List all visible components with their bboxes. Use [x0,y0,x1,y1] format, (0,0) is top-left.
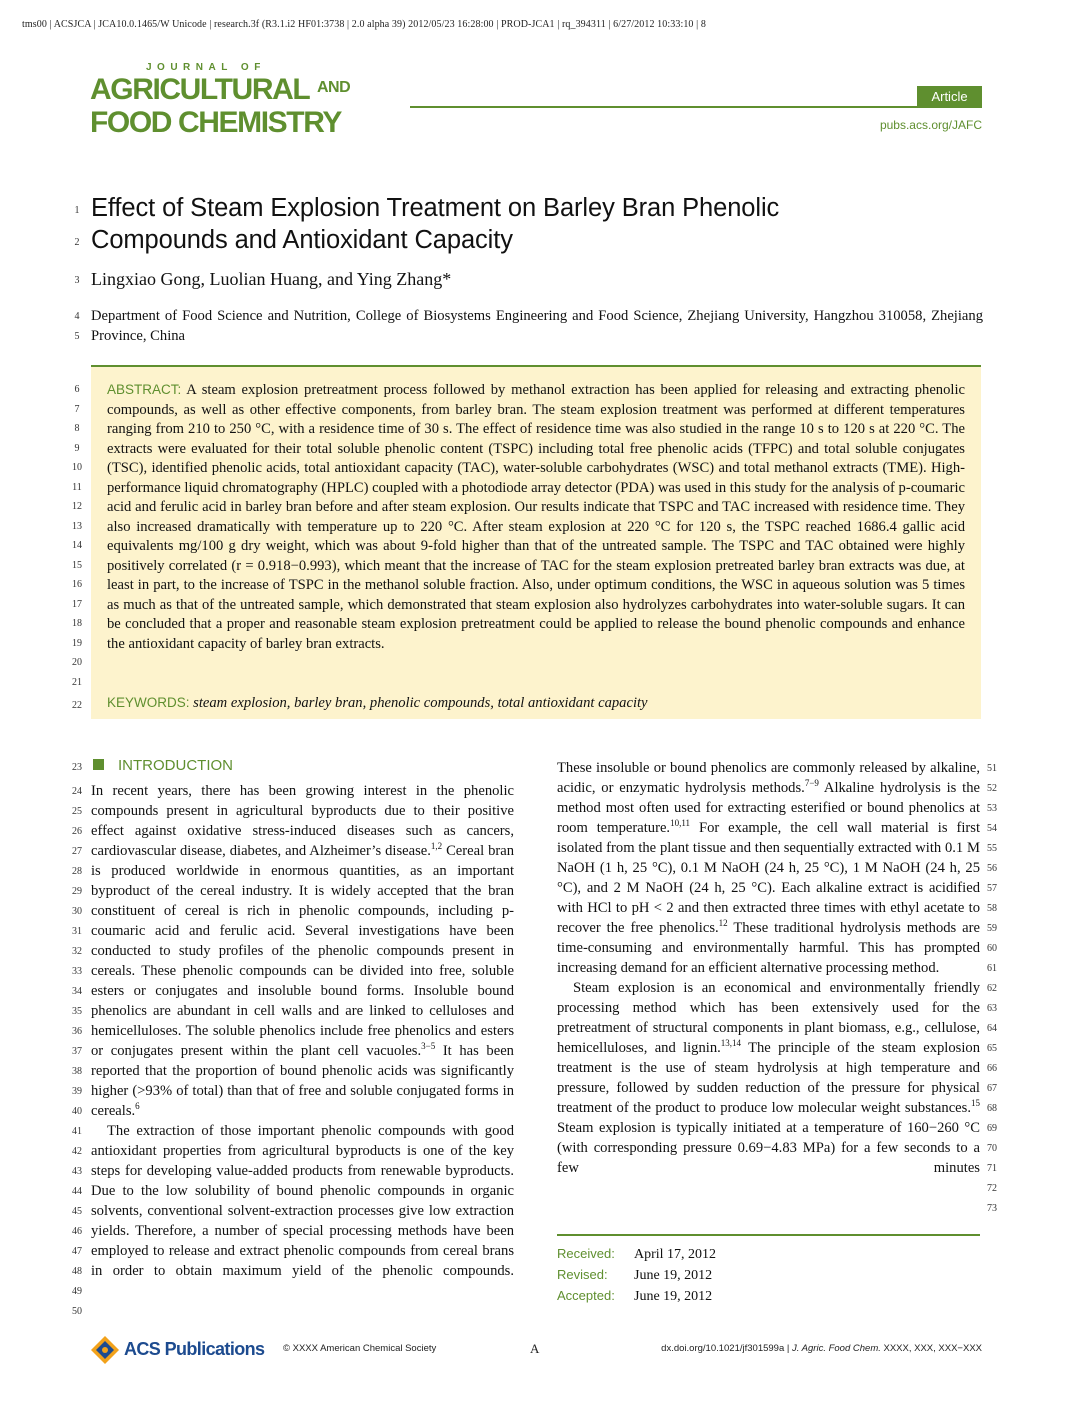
date-label: Accepted: [557,1288,615,1303]
intro-left-column [91,781,514,1281]
journal-abbrev: J. Agric. Food Chem. [792,1343,881,1354]
page-number: A [530,1341,540,1356]
text-run: For example, the cell wall material is first isolated from the plant tissue and then sequentially extracted with 0.1 M NaOH (1 h, 25 °C), 0.1 M NaOH (24 h, 25 °C), 1 M NaOH (24 h, 25 °C), and 2 M NaOH (24 h, 25 °C). Each alkaline extract is acidified with HCl to pH < 2 and then extracted three times with ethyl acetate to recover the free phenolics. [557,820,980,936]
line-number: 48 [72,1266,82,1277]
text-run: These insoluble or bound phenolics are commonly released by alkaline, acidic, or enzymatic hydrolysis methods. [557,760,980,796]
text-run: Steam explosion is an economical and environmentally friendly processing method which has been extensively used for the pretreatment of structural components in plant biomass, e.g., cellulose, hemicelluloses, and lignin. [557,980,980,1056]
section-square-icon [93,759,104,770]
line-number: 34 [72,986,82,997]
line-number: 2 [74,237,80,248]
article-title [91,193,991,256]
line-number: 33 [72,966,82,977]
line-number: 40 [72,1106,82,1117]
line-number: 22 [72,700,82,711]
date-revised [557,1265,980,1286]
header-rule [410,106,982,108]
line-number: 5 [74,331,80,342]
production-meta-line: tms00 | ACSJCA | JCA10.0.1465/W Unicode | research.3f (R3.1.i2 HF01:3738 | 2.0 alpha 39) 2012/05/23 16:28:00 | PROD-JCA1 | rq_394311 | 6/27/2012 10:33:10 | 8 [22,19,706,30]
text-run: In recent years, there has been growing interest in the phenolic compounds present in agricultural byproducts due to their positive effect against oxidative stress-induced diseases such as cancers, cardiovascular disease, diabetes, and Alzheimer’s disease. [91,783,514,859]
line-number: 59 [987,923,997,934]
citation-link[interactable]: 15 [971,1098,980,1109]
line-number: 10 [72,462,82,473]
journal-name-and: AND [317,79,351,96]
line-number: 27 [72,846,82,857]
line-number: 58 [987,903,997,914]
citation-link[interactable]: 10,11 [670,818,691,829]
line-number: 73 [987,1203,997,1214]
line-number: 63 [987,1003,997,1014]
keywords [107,695,648,712]
section-heading-introduction [93,757,233,774]
line-number: 42 [72,1146,82,1157]
author-list: Lingxiao Gong, Luolian Huang, and Ying Zhang* [91,269,452,289]
doi-prefix: dx.doi.org/10.1021/jf301599a | [661,1343,792,1354]
line-number: 14 [72,540,82,551]
journal-of-label: JOURNAL OF [146,62,266,73]
date-label: Revised: [557,1267,608,1282]
line-number: 69 [987,1123,997,1134]
line-number: 60 [987,943,997,954]
date-label: Received: [557,1246,615,1261]
line-number: 36 [72,1026,82,1037]
line-number: 71 [987,1163,997,1174]
line-number: 6 [74,384,80,395]
line-number: 62 [987,983,997,994]
line-number: 41 [72,1126,82,1137]
line-number: 56 [987,863,997,874]
abstract-label: ABSTRACT: [107,382,182,397]
publisher-name: ACS Publications [124,1339,265,1359]
line-number: 35 [72,1006,82,1017]
line-number: 7 [74,403,80,415]
history-dates [557,1234,980,1307]
article-type-badge: Article [917,86,982,108]
line-number: 26 [72,826,82,837]
line-number: 23 [72,762,82,773]
section-heading-text: INTRODUCTION [118,757,233,774]
keywords-label: KEYWORDS: [107,695,190,710]
line-number: 70 [987,1143,997,1154]
doi-suffix: XXXX, XXX, XXX−XXX [880,1343,982,1354]
line-number: 31 [72,926,82,937]
abstract [107,380,965,654]
line-number: 25 [72,806,82,817]
line-number: 38 [72,1066,82,1077]
line-number: 43 [72,1166,82,1177]
line-number: 30 [72,906,82,917]
date-value: June 19, 2012 [634,1289,713,1304]
line-number: 54 [987,823,997,834]
line-number: 61 [987,963,997,974]
line-number: 3 [74,275,80,286]
title-line: Compounds and Antioxidant Capacity [91,225,513,254]
copyright-notice: © XXXX American Chemical Society [283,1343,437,1354]
date-value: April 17, 2012 [634,1247,717,1262]
line-number: 45 [72,1206,82,1217]
citation-link[interactable]: 12 [718,918,728,929]
citation-link[interactable]: 6 [135,1101,140,1112]
line-number: 11 [72,481,82,493]
line-number: 39 [72,1086,82,1097]
line-number: 17 [72,598,82,610]
affiliation: Department of Food Science and Nutrition, College of Biosystems Engineering and Food Science, Zhejiang University, Hangzhou 310058, Zhejiang Province, China [91,308,983,344]
line-number: 9 [74,442,80,454]
line-number: 1 [74,205,80,216]
line-number: 29 [72,886,82,897]
date-value: June 19, 2012 [634,1268,713,1283]
line-number: 53 [987,803,997,814]
line-number: 49 [72,1286,82,1297]
line-number: 20 [72,657,82,668]
citation-link[interactable]: 1,2 [430,841,443,852]
journal-name-line1: AGRICULTURAL [90,73,310,106]
line-number: 44 [72,1186,82,1197]
paragraph [557,978,980,1178]
line-number: 21 [72,676,82,688]
abstract-body: A steam explosion pretreatment process followed by methanol extraction has been applied for releasing and extracting phenolic compounds, as well as other effective components, from barley bran. The steam explosion treatment was performed at different temperatures ranging from 210 to 250 °C, with a residence time of 30 s. The effect of residence time was also studied in the range 10 s to 120 s at 220 °C. The extracts were evaluated for their total soluble phenolic content (TSPC) including total free phenolic acids (TFPC) and total soluble conjugates (TSC), identified phenolic acids, total antioxidant capacity (TAC), water-soluble carbohydrates (WSC) and total methanol extracts (TME). High-performance liquid chromatography (HPLC) coupled with a photodiode array detector (PDA) was used in this study for the analysis of p-coumaric acid and ferulic acid in barley bran before and after steam explosion. Our results indicate that TSPC and TAC increased with residence time. They also increased dramatically with temperature up to 220 °C. After steam explosion at 220 °C for 120 s, the TSPC reached 1686.4 gallic acid equivalents mg/100 g dry weight, which was about 9-fold higher than that of the untreated sample. The TSPC and TAC obtained were highly positively correlated (r = 0.918−0.993), which meant that the increase of TAC for the steam explosion pretreated barley bran extracts was due, at least in part, to the increase of TSPC in the methanol soluble fraction. Also, under optimum conditions, the WSC in aqueous solution was 5 times as much as that of the untreated sample, which demonstrated that steam explosion also hydrolyzes carbohydrates into water-soluble sugars. It can be concluded that a proper and reasonable steam explosion pretreatment could be applied to release the bound phenolic compounds and enhance the antioxidant capacity of barley bran extracts. [107,382,965,652]
line-number: 67 [987,1083,997,1094]
line-number: 55 [987,843,997,854]
line-number: 18 [72,618,82,629]
doi-citation[interactable] [620,1343,982,1354]
line-number: 65 [987,1043,997,1054]
line-number: 47 [72,1246,82,1257]
intro-right-column [557,758,980,1178]
line-number: 19 [72,637,82,649]
line-number: 64 [987,1023,997,1034]
line-number: 32 [72,946,82,957]
acs-logo-icon [90,1335,120,1365]
text-run: It has been reported that the proportion of bound phenolic acids was significantly higher (>93% of total) than that of free and soluble conjugated forms in cereals. [91,1043,514,1119]
line-number: 72 [987,1183,997,1194]
citation-link[interactable]: 7−9 [804,778,819,789]
line-number: 50 [72,1306,82,1317]
journal-url-link[interactable]: pubs.acs.org/JAFC [879,118,982,132]
line-number: 68 [987,1103,997,1114]
line-number: 4 [74,311,80,322]
title-line: Effect of Steam Explosion Treatment on Barley Bran Phenolic [91,194,780,222]
line-number: 51 [987,763,997,774]
journal-name-line2: FOOD CHEMISTRY [90,106,341,139]
acs-publications-logo[interactable] [90,1334,265,1368]
line-number: 13 [72,520,82,532]
line-number: 24 [72,786,82,797]
line-number: 28 [72,866,82,877]
line-number: 12 [72,501,82,512]
text-run: The principle of the steam explosion treatment is the use of steam hydrolysis at high temperature and pressure, followed by sudden reduction of the pressure for physical treatment of the product to produce low molecular weight substances. [557,1040,980,1116]
date-received [557,1244,980,1265]
line-number: 8 [74,423,80,434]
line-number: 66 [987,1063,997,1074]
citation-link[interactable]: 13,14 [720,1038,742,1049]
text-run: Steam explosion is typically initiated at a temperature of 160−260 °C (with corresponding pressure 0.69−4.83 MPa) for a few seconds to a few minutes [557,1120,980,1176]
line-number: 52 [987,783,997,794]
text-run: Alkaline hydrolysis is the method most often used for extracting esterified or bound phenolics at room temperature. [557,780,980,836]
paragraph [91,781,514,1121]
line-number: 16 [72,579,82,590]
date-accepted [557,1286,980,1307]
keywords-terms: steam explosion, barley bran, phenolic compounds, total antioxidant capacity [193,695,648,711]
citation-link[interactable]: 3−5 [421,1041,436,1052]
line-number: 46 [72,1226,82,1237]
line-number: 57 [987,883,997,894]
paragraph: The extraction of those important phenolic compounds with good antioxidant properties from agricultural byproducts is one of the key steps for developing value-added products from renewable byproducts. Due to the low solubility of bound phenolic compounds in organic solvents, conventional solvent-extraction processes give low extraction yields. Therefore, a number of special processing methods have been employed to release and extract phenolic compounds from cereal brans in order to obtain maximum yield of the phenolic compounds. [91,1123,514,1279]
text-run: Cereal bran is produced worldwide in enormous quantities, as an important byproduct of the cereal industry. It is widely accepted that the bran constituent of cereal is rich in phenolic compounds, including p-coumaric acid and ferulic acid. Several investigations have been conducted to study profiles of the phenolic compounds present in cereals. These phenolic compounds can be divided into free, soluble esters or conjugates and insoluble bound forms. Insoluble bound phenolics are abundant in cell walls and are linked to celluloses and hemicelluloses. The soluble phenolics include free phenolics and esters or conjugates present within the plant cell vacuoles. [91,843,515,1059]
line-number: 15 [72,559,82,571]
line-number: 37 [72,1046,82,1057]
text-run: These traditional hydrolysis methods are time-consuming and environmentally harmful. This has prompted increasing demand for an efficient alternative processing method. [557,920,980,976]
paragraph [557,758,980,978]
